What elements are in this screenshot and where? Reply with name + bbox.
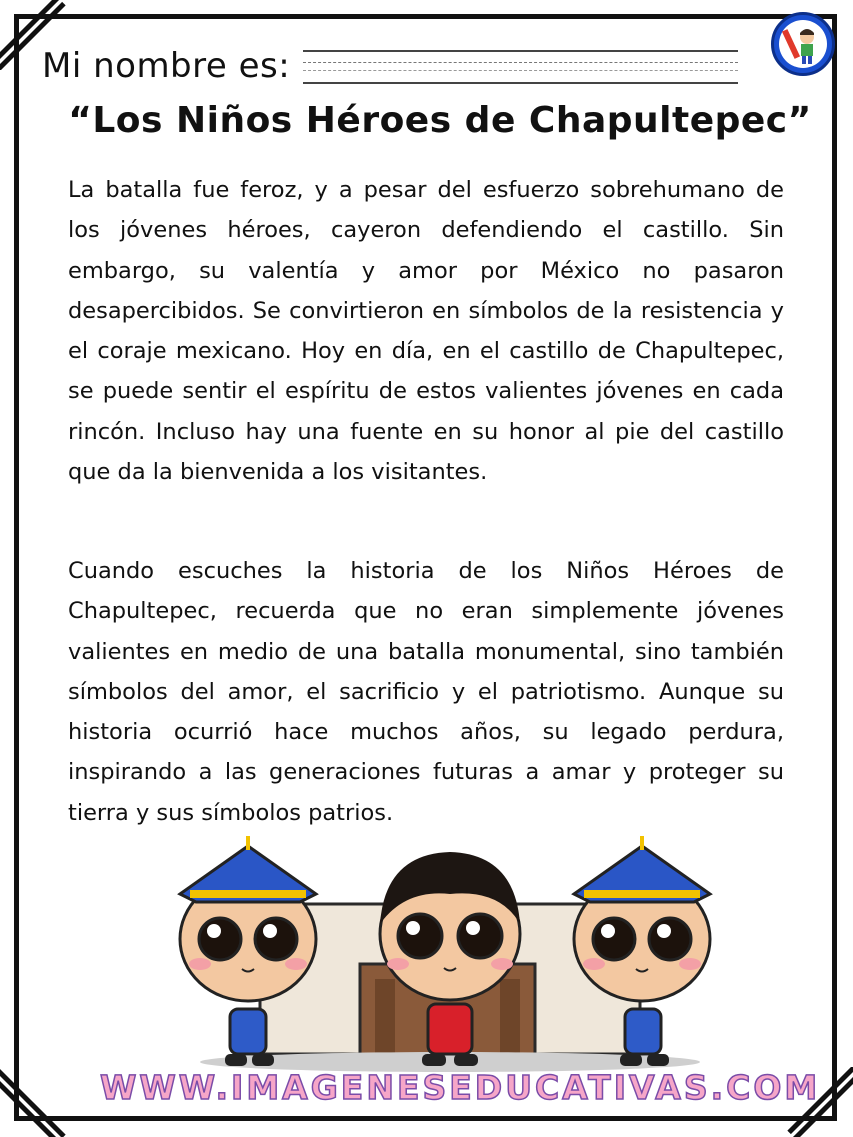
corner-decoration-bottom-left (0, 1067, 70, 1137)
website-url: WWW.IMAGENESEDUCATIVAS.COM (100, 1068, 821, 1107)
name-row (42, 46, 290, 86)
name-writing-lines[interactable] (303, 44, 738, 90)
name-label: Mi nombre es: (42, 46, 291, 86)
page-title: “Los Niños Héroes de Chapultepec” (68, 100, 812, 141)
paragraph-1: La batalla fue feroz, y a pesar del esfuerzo sobrehumano de los jóvenes héroes, cayeron defendiendo el castillo. Sin embargo, su valentía y amor por México no pasaron desapercibidos. Se convirtieron en símbolos de la resistencia y el coraje mexicano. Hoy en día, en el castillo de Chapultepec, se puede sentir el espíritu de estos valientes jóvenes en cada rincón. Incluso hay una fuente en su honor al pie del castillo que da la bienvenida a los visitantes. (68, 177, 784, 486)
paragraph-2: Cuando escuches la historia de los Niños Héroes de Chapultepec, recuerda que no eran simplemente jóvenes valientes en medio de una batalla monumental, sino también símbolos del amor, el sacrificio y el patriotismo. Aunque su historia ocurrió hace muchos años, su legado perdura, inspirando a las generaciones futuras a amar y proteger su tierra y sus símbolos patrios. (68, 558, 784, 826)
pencil-kid-logo-icon (771, 12, 835, 76)
ninos-heroes-cadets-illustration (170, 834, 730, 1076)
